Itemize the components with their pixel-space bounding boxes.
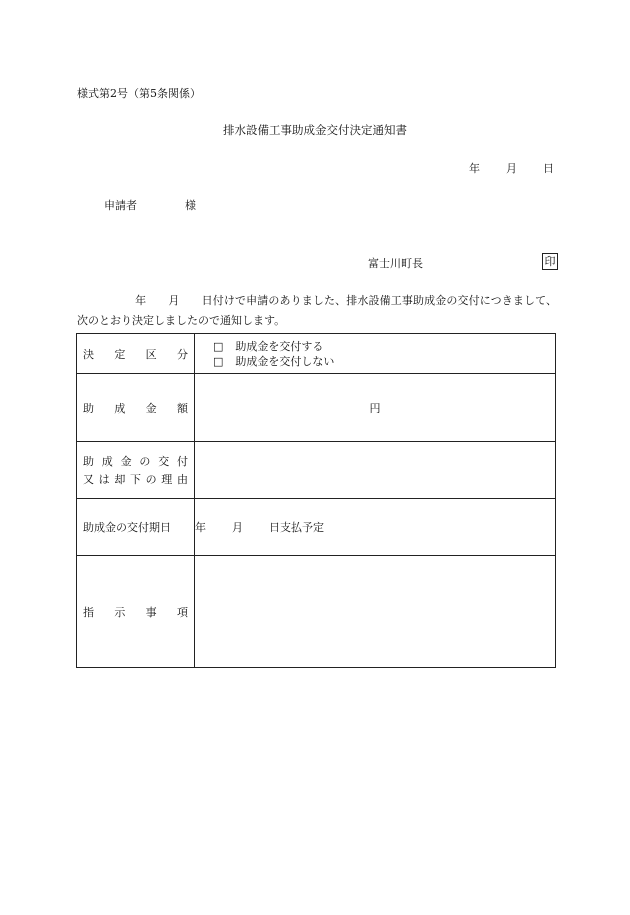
payment-suffix: 日支払予定 xyxy=(269,521,324,534)
option-deny-label: 助成金を交付しない xyxy=(235,354,335,368)
instructions-label: 指 示 事 項 xyxy=(77,556,195,668)
checkbox-grant[interactable]: □ xyxy=(213,339,224,353)
decision-options xyxy=(195,334,556,374)
date-year-label: 年 xyxy=(469,162,480,175)
decision-row xyxy=(77,334,556,374)
seal-mark: 印 xyxy=(542,253,558,270)
amount-row xyxy=(77,374,556,442)
body-year-label: 年 xyxy=(135,294,147,307)
amount-unit: 円 xyxy=(369,401,381,415)
applicant-label: 申請者 xyxy=(104,199,137,212)
form-number: 様式第2号（第5条関係） xyxy=(77,87,201,100)
checkbox-deny[interactable]: □ xyxy=(213,354,224,368)
option-deny[interactable] xyxy=(213,354,555,369)
amount-label: 助 成 金 額 xyxy=(77,374,195,442)
issue-date-line xyxy=(469,160,554,176)
option-grant[interactable] xyxy=(213,339,555,354)
reason-row xyxy=(77,442,556,499)
instructions-row xyxy=(77,556,556,668)
amount-value-cell[interactable] xyxy=(195,374,556,442)
reason-value-cell[interactable] xyxy=(195,442,556,499)
issuer-name: 富士川町長 xyxy=(368,257,423,270)
body-month-label: 月 xyxy=(168,294,180,307)
date-month-label: 月 xyxy=(506,162,517,175)
notice-body xyxy=(77,291,557,331)
decision-label: 決 定 区 分 xyxy=(77,334,195,374)
payment-date-cell[interactable] xyxy=(195,499,556,556)
decision-table xyxy=(76,333,556,668)
body-text: 日付けで申請のありました、排水設備工事助成金の交付につきまして、次のとおり決定しましたので通知します。 xyxy=(77,294,558,327)
option-grant-label: 助成金を交付する xyxy=(235,339,324,353)
applicant-line xyxy=(104,197,196,213)
date-day-label: 日 xyxy=(543,162,554,175)
payment-label: 助成金の交付期日 xyxy=(77,499,195,556)
payment-month-label: 月 xyxy=(232,521,243,534)
instructions-value-cell[interactable] xyxy=(195,556,556,668)
payment-year-label: 年 xyxy=(195,521,206,534)
reason-label: 助 成 金 の 交 付 又 は 却 下 の 理 由 xyxy=(77,442,195,499)
payment-row xyxy=(77,499,556,556)
applicant-honorific: 様 xyxy=(185,199,196,212)
document-title: 排水設備工事助成金交付決定通知書 xyxy=(223,123,407,137)
